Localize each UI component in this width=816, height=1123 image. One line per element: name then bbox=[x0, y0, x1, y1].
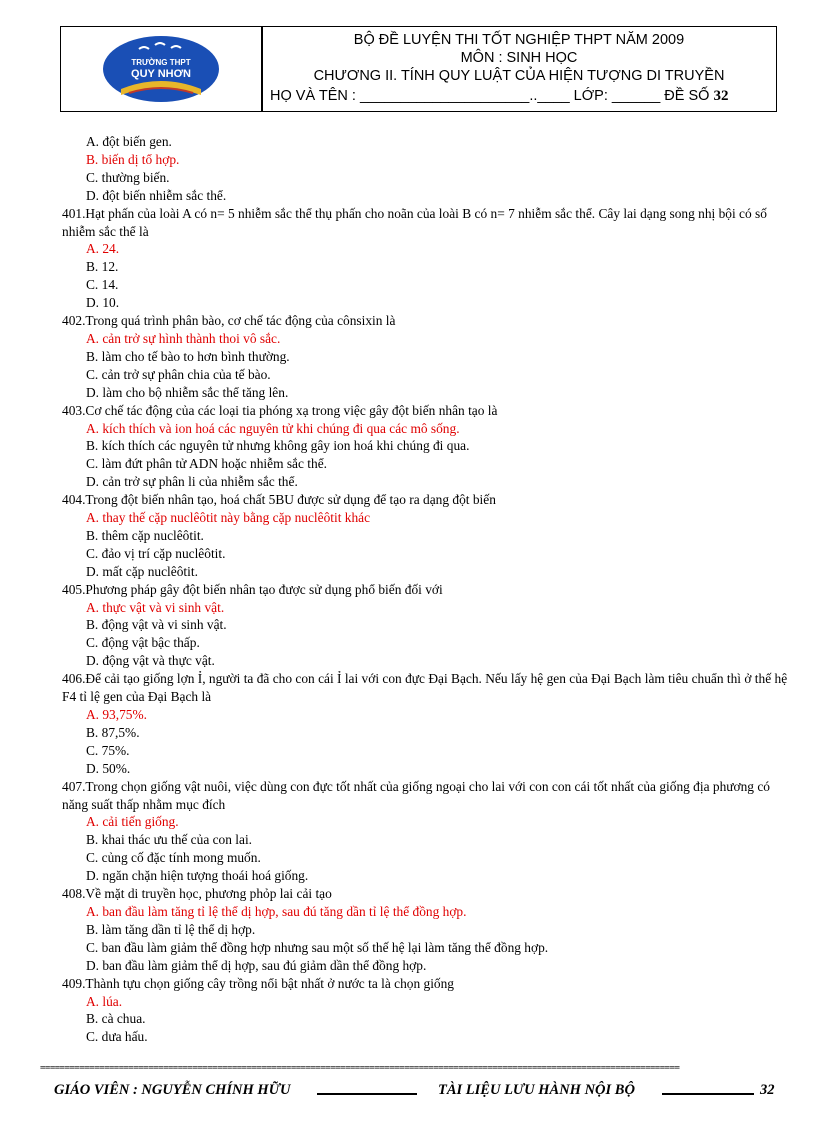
header-box bbox=[60, 26, 777, 112]
answer-option: A. thay thế cặp nuclêôtit này bằng cặp nuclêôtit khác bbox=[86, 510, 371, 526]
exam-number: 32 bbox=[713, 88, 729, 104]
answer-option: D. 50%. bbox=[86, 760, 131, 776]
internal-doc-note: TÀI LIỆU LƯU HÀNH NỘI BỘ bbox=[438, 1082, 635, 1098]
answer-option: A. thực vật và vi sinh vật. bbox=[86, 599, 225, 615]
answer-option: B. kích thích các nguyên tử nhưng không gây ion hoá khi chúng đi qua. bbox=[86, 438, 470, 454]
answer-option: D. mất cặp nuclêôtit. bbox=[86, 563, 198, 579]
answer-option: C. thường biến. bbox=[86, 169, 170, 185]
page-number: 32 bbox=[760, 1082, 775, 1098]
question-stem: 405.Phương pháp gây đột biến nhân tạo được sử dụng phổ biến đối với bbox=[62, 581, 443, 597]
answer-option: B. 87,5%. bbox=[86, 724, 140, 740]
subject-line: MÔN : SINH HỌC bbox=[460, 50, 578, 66]
school-logo bbox=[99, 33, 224, 105]
exam-title: BỘ ĐỀ LUYỆN THI TỐT NGHIỆP THPT NĂM 2009 bbox=[353, 32, 685, 48]
answer-option: C. 14. bbox=[86, 277, 119, 293]
answer-option: A. lúa. bbox=[86, 993, 123, 1009]
answer-option: D. động vật và thực vật. bbox=[86, 653, 215, 669]
question-stem: 406.Để cải tạo giống lợn Ỉ, người ta đã cho con cái Ỉ lai với con đực Đại Bạch. Nếu lấy hệ gen của Đại Bạch làm tiêu chuẩn thì ở thế hệ F4 tỉ lệ gen của Đại Bạch là bbox=[62, 671, 788, 705]
answer-option: D. 10. bbox=[86, 295, 120, 311]
answer-option: C. cản trở sự phân chia của tế bào. bbox=[86, 366, 271, 382]
question-stem: 408.Về mặt di truyền học, phương phỏp lai cải tạo bbox=[62, 886, 332, 902]
answer-option: C. ban đầu làm giảm thể đồng hợp nhưng sau một số thế hệ lại làm tăng thể đồng hợp. bbox=[86, 939, 549, 955]
answer-option: D. làm cho bộ nhiễm sắc thể tăng lên. bbox=[86, 384, 289, 400]
question-stem: 409.Thành tựu chọn giống cây trồng nổi bật nhất ở nước ta là chọn giống bbox=[62, 975, 455, 991]
page-footer bbox=[40, 1082, 780, 1102]
answer-option: D. ngăn chặn hiện tượng thoái hoá giống. bbox=[86, 868, 309, 884]
answer-option: A. 24. bbox=[86, 241, 120, 257]
answer-option: A. kích thích và ion hoá các nguyên tử khi chúng đi qua các mô sống. bbox=[86, 420, 460, 436]
footer-rule-right bbox=[662, 1093, 754, 1095]
header-info bbox=[266, 31, 772, 107]
answer-option: B. biến dị tổ hợp. bbox=[86, 151, 180, 167]
logo-top-text: TRƯỜNG THPT bbox=[131, 58, 191, 67]
footer-rule-left bbox=[317, 1093, 417, 1095]
answer-option: B. khai thác ưu thế của con lai. bbox=[86, 832, 253, 848]
answer-option: D. đột biến nhiễm sắc thể. bbox=[86, 187, 227, 203]
chapter-line: CHƯƠNG II. TÍNH QUY LUẬT CỦA HIỆN TƯỢNG DI TRUYỀN bbox=[313, 68, 725, 84]
answer-option: C. 75%. bbox=[86, 742, 130, 758]
answer-option: C. đảo vị trí cặp nuclêôtit. bbox=[86, 545, 226, 561]
questions-content bbox=[62, 133, 792, 1046]
teacher-name: GIÁO VIÊN : NGUYỄN CHÍNH HỮU bbox=[54, 1082, 291, 1098]
answer-option: D. cản trở sự phân li của nhiễm sắc thể. bbox=[86, 474, 298, 490]
answer-option: B. cà chua. bbox=[86, 1011, 146, 1027]
answer-option: B. thêm cặp nuclêôtit. bbox=[86, 527, 204, 543]
answer-option: A. 93,75%. bbox=[86, 707, 147, 722]
footer-separator: ================================================================================================================================== bbox=[40, 1066, 680, 1073]
answer-option: B. 12. bbox=[86, 259, 119, 275]
question-stem: 407.Trong chọn giống vật nuôi, việc dùng con đực tốt nhất của giống ngoại cho lai với con con cái tốt nhất của giống địa phương có năng suất thấp nhằm mục đích bbox=[62, 778, 770, 812]
question-stem: 403.Cơ chế tác động của các loại tia phóng xạ trong việc gây đột biến nhân tạo là bbox=[62, 402, 498, 418]
logo-bottom-text: QUY NHƠN bbox=[131, 68, 191, 80]
header-divider bbox=[261, 27, 263, 111]
answer-option: C. củng cố đặc tính mong muốn. bbox=[86, 850, 261, 866]
answer-option: A. đột biến gen. bbox=[86, 134, 172, 149]
name-label: HỌ VÀ TÊN : _____________________..____ LỚP: ______ ĐỀ SỐ bbox=[270, 88, 710, 104]
name-class-line bbox=[270, 87, 728, 105]
question-stem: 401.Hạt phấn của loài A có n= 5 nhiễm sắc thể thụ phấn cho noãn của loài B có n= 7 nhiễm sắc thể. Cây lai dạng song nhị bội có số nhiễm sắc thể là bbox=[62, 205, 767, 239]
answer-option: B. làm cho tế bào to hơn bình thường. bbox=[86, 348, 290, 364]
question-stem: 404.Trong đột biến nhân tạo, hoá chất 5BU được sử dụng để tạo ra dạng đột biến bbox=[62, 492, 496, 508]
answer-option: A. cản trở sự hình thành thoi vô sắc. bbox=[86, 330, 281, 346]
answer-option: C. làm đứt phân tử ADN hoặc nhiễm sắc thể. bbox=[86, 456, 327, 472]
answer-option: A. ban đầu làm tăng tỉ lệ thể dị hợp, sau đú tăng dần tỉ lệ thể đồng hợp. bbox=[86, 903, 467, 919]
answer-option: A. cải tiến giống. bbox=[86, 814, 179, 830]
answer-option: B. động vật và vi sinh vật. bbox=[86, 617, 227, 633]
question-stem: 402.Trong quá trình phân bào, cơ chế tác động của cônsixin là bbox=[62, 313, 396, 329]
answer-option: C. dưa hấu. bbox=[86, 1029, 148, 1045]
answer-option: B. làm tăng dần tỉ lệ thể dị hợp. bbox=[86, 921, 256, 937]
answer-option: D. ban đầu làm giảm thể dị hợp, sau đú giảm dần thể đồng hợp. bbox=[86, 957, 427, 973]
answer-option: C. động vật bậc thấp. bbox=[86, 635, 200, 651]
